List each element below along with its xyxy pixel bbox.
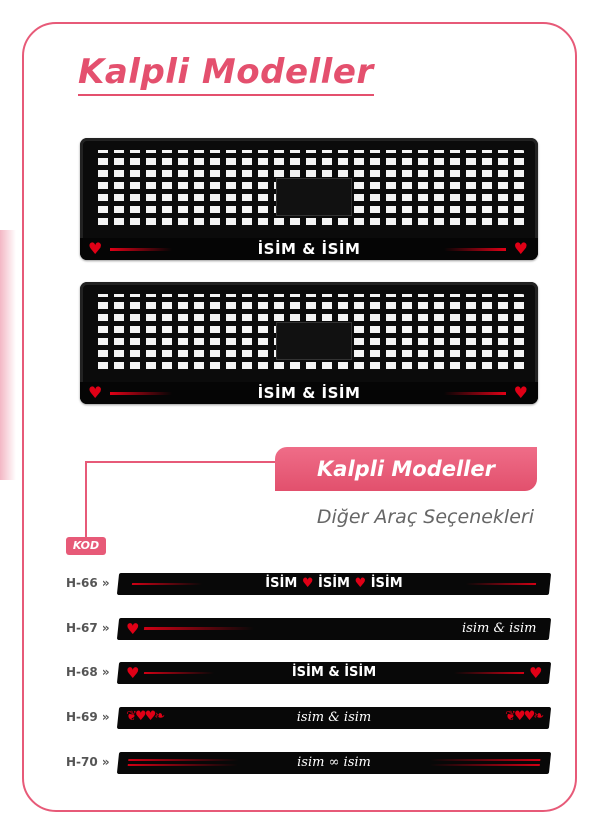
model-code: H-66 » [66,576,110,590]
heart-ornament-icon: ❦♥♥❧ [126,709,164,724]
model-strip [117,707,551,729]
heart-icon: ♥ [301,576,318,591]
red-line-right [444,392,506,395]
holder-text: İSİM & İSİM [257,240,361,258]
heart-ornament-icon: ❦♥♥❧ [505,709,543,724]
name-text: İSİM [370,576,403,591]
connector-line [85,461,275,463]
model-row-h66 [66,573,550,595]
strip-script-text: isim & isim [296,710,372,725]
model-code: H-69 » [66,710,110,724]
red-line-right [454,672,524,674]
kod-badge: KOD [66,537,106,555]
model-code: H-70 » [66,755,110,769]
heart-icon: ♥ [354,576,371,591]
model-strip [117,752,551,774]
section-subtitle: Diğer Araç Seçenekleri [316,506,534,528]
heart-icon: ♥ [513,239,528,258]
heart-icon: ♥ [126,620,140,638]
model-strip [117,662,551,684]
left-accent-glow [0,230,16,480]
red-line-right [430,764,540,766]
name-text: İSİM [318,576,350,591]
model-code: H-67 » [66,621,110,635]
model-row-h70 [66,752,550,774]
strip-script-text: isim & isim [461,621,536,636]
strip-text: İSİM & İSİM [291,665,377,680]
red-line-left [144,627,254,630]
red-line-right [444,248,506,251]
model-row-h67 [66,618,550,640]
strip-script-text: isim ∞ isim [297,755,371,770]
page-title: Kalpli Modeller [78,52,374,96]
red-line-right [466,583,536,585]
heart-icon: ♥ [88,383,103,402]
connector-line [85,461,87,538]
red-line-right [430,759,540,761]
heart-icon: ♥ [528,664,542,682]
name-text: İSİM [265,576,298,591]
plate-holder-2 [80,282,538,404]
heart-icon: ♥ [88,239,103,258]
model-strip [117,573,551,595]
section-banner: Kalpli Modeller [275,447,537,491]
plate-holder-1 [80,138,538,260]
holder-text: İSİM & İSİM [257,384,361,402]
model-code: H-68 » [66,665,110,679]
heart-icon: ♥ [126,664,140,682]
model-row-h68 [66,662,550,684]
model-strip [117,618,551,640]
heart-icon: ♥ [513,383,528,402]
model-row-h69 [66,707,550,729]
